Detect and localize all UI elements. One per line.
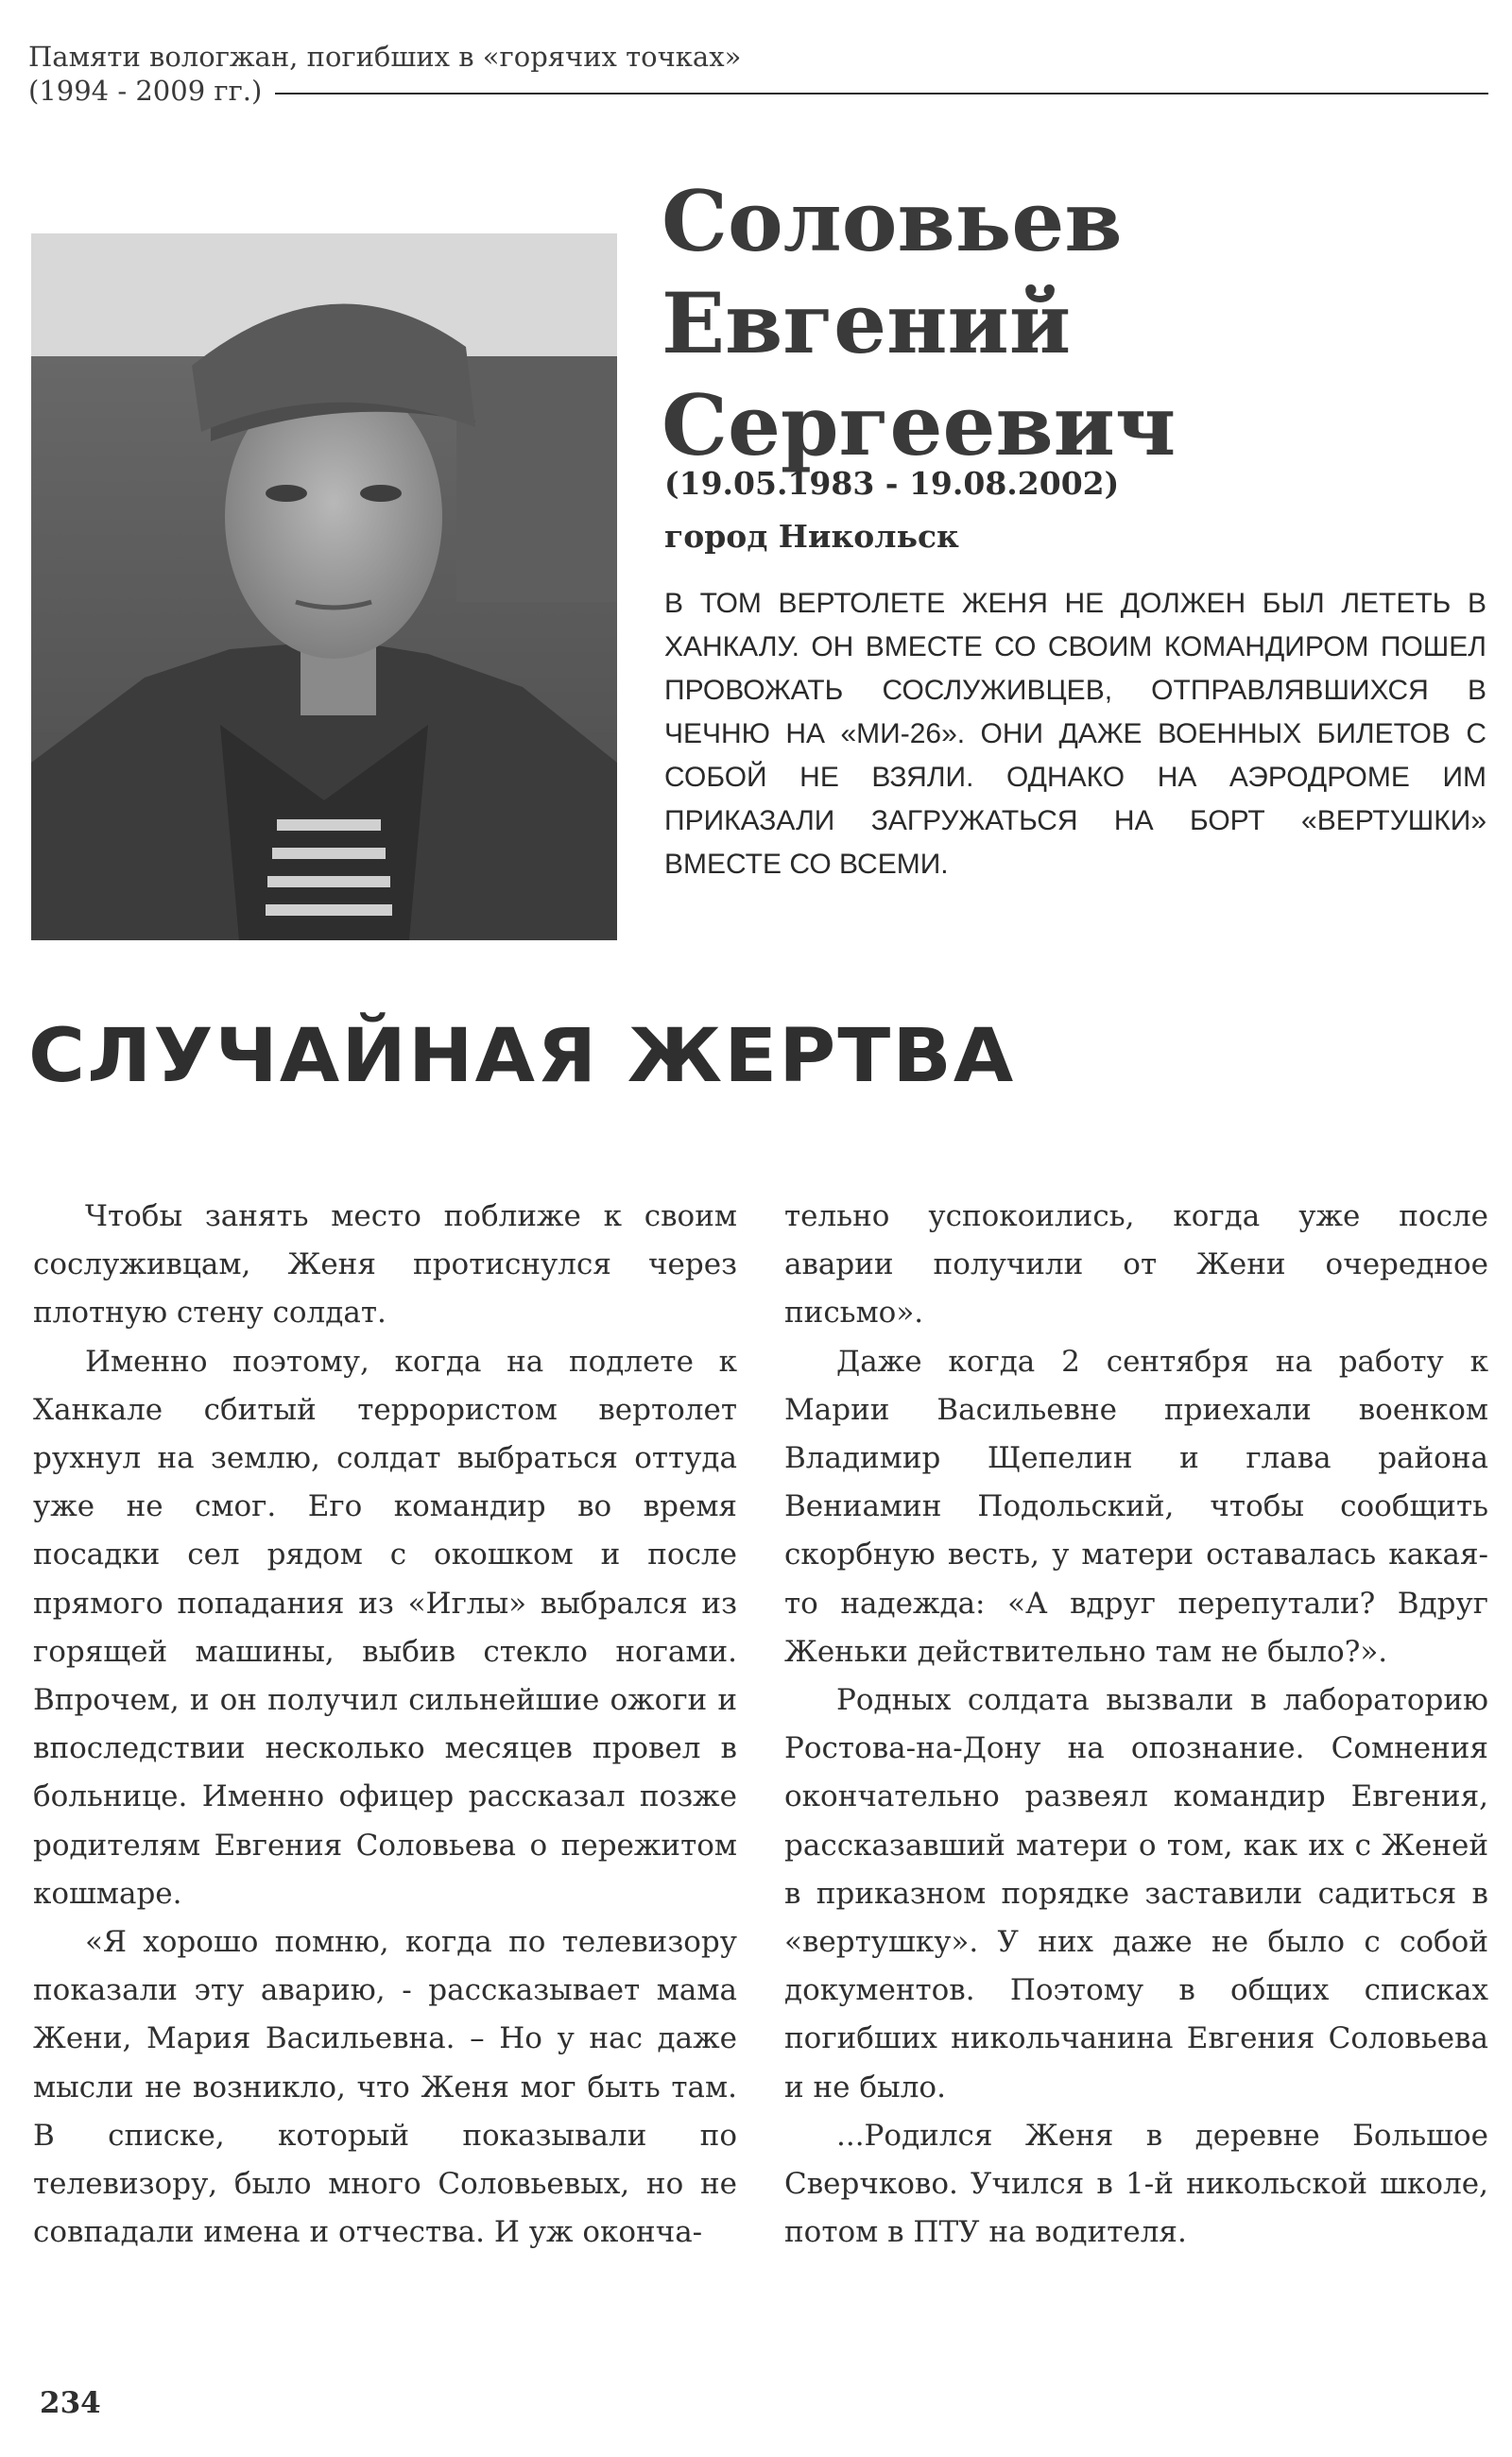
paragraph: Чтобы занять место поближе к своим сослуживцам, Женя протиснулся через плотную стену солдат.: [33, 1199, 737, 1331]
first-name: Евгений: [662, 274, 1072, 372]
hometown: город Никольск: [664, 518, 959, 555]
header-rule: [275, 93, 1488, 94]
patronymic: Сергеевич: [662, 376, 1177, 474]
running-header-title: Памяти вологжан, погибших в «горячих точках»: [28, 41, 742, 73]
page-number: 234: [40, 2386, 101, 2420]
paragraph: Родных солдата вызвали в лабораторию Ростова-на-Дону на опознание. Сомнения окончательно развеял командир Евгения, рассказавший матери о том, как их с Женей в приказном порядке заставили садиться в «вертушку». У них даже не было с собой документов. Поэтому в общих списках погибших никольчанина Евгения Соловьева и не было.: [784, 1683, 1488, 2105]
life-dates: (19.05.1983 - 19.08.2002): [664, 465, 1120, 502]
surname: Соловьев: [662, 172, 1123, 270]
paragraph: «Я хорошо помню, когда по телевизору показали эту аварию, - рассказывает мама Жени, Мария Васильевна. – Но у нас даже мысли не возникло, что Женя мог быть там. В списке, который показывали по телевизору, было много Соловьевых, но не совпадали имена и отчества. И уж оконча-: [33, 1925, 737, 2250]
portrait-image: [31, 233, 617, 940]
person-name: [662, 170, 1493, 476]
running-header: [28, 40, 1488, 108]
paragraph: Именно поэтому, когда на подлете к Ханкале сбитый террористом вертолет рухнул на землю, солдат выбраться оттуда уже не смог. Его командир во время посадки сел рядом с окошком и после прямого попадания из «Иглы» выбрался из горящей машины, выбив стекло ногами. Впрочем, и он получил сильнейшие ожоги и впоследствии несколько месяцев провел в больнице. Именно офицер рассказал позже родителям Евгения Соловьева о пережитом кошмаре.: [33, 1344, 737, 1911]
article-column-left: [33, 1193, 737, 2257]
running-header-years: (1994 - 2009 гг.): [28, 75, 263, 107]
paragraph: Даже когда 2 сентября на работу к Марии Васильевне приехали военком Владимир Щепелин и глава района Вениамин Подольский, чтобы сообщить скорбную весть, у матери оставалась какая-то надежда: «А вдруг перепутали? Вдруг Женьки действительно там не было?».: [784, 1344, 1488, 1669]
article-headline: СЛУЧАЙНАЯ ЖЕРТВА: [28, 1014, 1016, 1099]
running-header-years-row: [28, 74, 1488, 108]
article-column-right: [784, 1193, 1488, 2257]
paragraph: тельно успокоились, когда уже после аварии получили от Жени очередное письмо».: [784, 1199, 1488, 1331]
paragraph: ...Родился Женя в деревне Большое Сверчково. Учился в 1-й никольской школе, потом в ПТУ на водителя.: [784, 2118, 1488, 2250]
portrait-photo: [31, 233, 617, 940]
intro-paragraph: В ТОМ ВЕРТОЛЕТЕ ЖЕНЯ НЕ ДОЛЖЕН БЫЛ ЛЕТЕТЬ В ХАНКАЛУ. ОН ВМЕСТЕ СО СВОИМ КОМАНДИРОМ ПОШЕЛ ПРОВОЖАТЬ СОСЛУЖИВЦЕВ, ОТПРАВЛЯВШИХСЯ В ЧЕЧНЮ НА «МИ-26». ОНИ ДАЖЕ ВОЕННЫХ БИЛЕТОВ С СОБОЙ НЕ ВЗЯЛИ. ОДНАКО НА АЭРОДРОМЕ ИМ ПРИКАЗАЛИ ЗАГРУЖАТЬСЯ НА БОРТ «ВЕРТУШКИ» ВМЕСТЕ СО ВСЕМИ.: [664, 588, 1486, 880]
